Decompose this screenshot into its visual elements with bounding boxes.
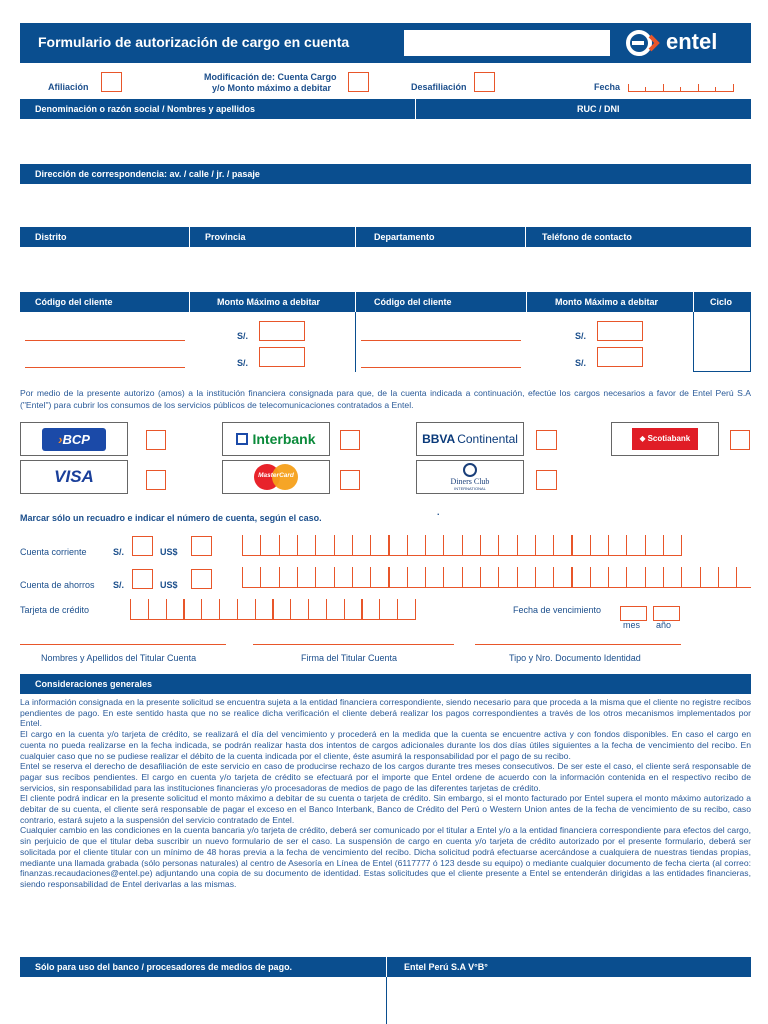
considerations-p1: La información consignada en la presente solicitud se encuentra sujeta a la entidad financiera correspondiente, siendo necesario para que proceda a la misma que el cliente no registre recibos pendientes de pago. En este sentido hasta que no se realice dicha verificación el cliente deberá realizar los pagos correspondientes a través de los otros mecanismos implementados por Entel.	[20, 697, 751, 729]
mastercard-checkbox[interactable]	[340, 470, 360, 490]
firma-titular-label: Firma del Titular Cuenta	[301, 653, 398, 663]
footer-bar	[20, 957, 751, 977]
bank-diners	[416, 460, 524, 494]
bcp-logo-icon: ›	[58, 431, 63, 447]
header-input-box[interactable]	[404, 30, 610, 56]
nombres-titular-label: Nombres y Apellidos del Titular Cuenta	[41, 653, 197, 663]
modificacion-checkbox[interactable]	[348, 72, 369, 92]
address-header-bar	[20, 164, 751, 184]
scotiabank-checkbox[interactable]	[730, 430, 750, 450]
ruc-input-area[interactable]	[416, 119, 751, 163]
monto-maximo-header-1: Monto Máximo a debitar	[190, 292, 356, 312]
soles-label-2a: S/.	[575, 331, 587, 341]
diners-logo-subtext: INTERNATIONAL	[454, 486, 486, 491]
desafiliacion-checkbox[interactable]	[474, 72, 495, 92]
cc-dolares-checkbox[interactable]	[191, 536, 212, 556]
scotiabank-logo-text: Scotiabank	[647, 434, 691, 443]
visa-logo-text: VISA	[54, 467, 94, 486]
afiliacion-checkbox[interactable]	[101, 72, 122, 92]
codigo-cliente-input-2b[interactable]	[361, 367, 521, 368]
location-header-bar	[20, 227, 751, 247]
codigo-cliente-input-1b[interactable]	[25, 367, 185, 368]
afiliacion-label: Afiliación	[48, 82, 89, 92]
bcp-logo-text: BCP	[62, 431, 90, 447]
anio-label: año	[656, 620, 672, 630]
entel-vb-label: Entel Perú S.A V°B°	[404, 962, 488, 972]
ca-dolares-checkbox[interactable]	[191, 569, 212, 589]
cc-soles-checkbox[interactable]	[132, 536, 153, 556]
documento-titular-line[interactable]	[475, 644, 681, 645]
ciclo-header: Ciclo	[710, 297, 733, 307]
provincia-header: Provincia	[190, 227, 356, 247]
ca-dolares-label: US$	[160, 580, 178, 590]
monto-input-1b[interactable]	[259, 347, 305, 367]
mastercard-logo-text: MasterCard	[258, 472, 294, 479]
name-input-area[interactable]	[20, 119, 416, 163]
monto-input-2a[interactable]	[597, 321, 643, 341]
departamento-header: Departamento	[356, 227, 526, 247]
codigo-cliente-header-2: Código del cliente	[356, 292, 527, 312]
soles-label-2b: S/.	[575, 358, 587, 368]
considerations-p4: El cliente podrá indicar en la presente solicitud el monto máximo a debitar de su cuenta o tarjeta de crédito. Sin embargo, si el monto facturado por Entel supera el monto máximo autorizado a debitar de su cuenta, el cliente será responsable de pagar el exceso en el Banco Interbank, Banco de Crédito del Perú o Western Union antes de la fecha de vencimiento de su recibo, caso contrario, estará sujeto a la suspensión del servicio contratado de Entel.	[20, 793, 751, 825]
bbva-checkbox[interactable]	[536, 430, 557, 450]
address-header: Dirección de correspondencia: av. / calle / jr. / pasaje	[35, 169, 260, 179]
considerations-p3: Entel se reserva el derecho de desafiliación de este servicio en caso de producirse rechazo de los cargos durante tres meses consecutivos. De ser este el caso, el cliente será responsable de pagar sus recibos pendientes. El cargo en cuenta y/o tarjeta de crédito se efectuará por el importe que Entel ordene de acuerdo con la información contenida en el respectivo recibo de servicios, sin responsabilidad para las instituciones financieras y/o procesadoras de medios de pago de las diferentes tarjetas de crédito.	[20, 761, 751, 793]
vencimiento-mes-input[interactable]	[620, 606, 647, 621]
ruc-column-header: RUC / DNI	[577, 104, 620, 114]
monto-input-2b[interactable]	[597, 347, 643, 367]
ca-soles-checkbox[interactable]	[132, 569, 153, 589]
monto-maximo-header-2: Monto Máximo a debitar	[527, 292, 694, 312]
header-bar	[20, 23, 751, 63]
codigo-cliente-input-2a[interactable]	[361, 340, 521, 341]
nombres-titular-line[interactable]	[20, 644, 226, 645]
fecha-vencimiento-label: Fecha de vencimiento	[513, 605, 602, 615]
considerations-p5: Cualquier cambio en las condiciones en la cuenta bancaria y/o tarjeta de crédito, deberá ser comunicado por el titular a Entel y/o a la entidad financiera correspondiente para efectos del cargo, sin perjuicio de que el titular deba suscribir un nuevo formulario de ser el caso. La suspensión de cargo en cuenta y/o tarjeta de crédito autorizado por el presente formulario, deberá ser solicitada por el cliente titular con un mínimo de 48 horas previa a la fecha de vencimiento del recibo. Dicha solicitud podrá efectuarse acercándose a cualquiera de nuestras tiendas propias, mediante una llamada grabada (sólo personas naturales) al centro de Asesoría en Línea de Entel (6117777 ó 123 desde su equipo) o mediante cualquier documento de fecha cierta (al correo: finanzas.recaudaciones@entel.pe) adjuntando una copia de su documento de identidad. Estas solicitudes que el cliente presente a Entel se entenderán dirigidas a las entidades financieras, siendo responsabilidad de Entel derivarlas a las mismas.	[20, 825, 751, 889]
footer-divider	[386, 977, 387, 1024]
location-input-area[interactable]	[20, 247, 751, 291]
soles-label-1b: S/.	[237, 358, 249, 368]
cuenta-ahorros-label: Cuenta de ahorros	[20, 580, 95, 590]
visa-checkbox[interactable]	[146, 470, 166, 490]
considerations-title: Consideraciones generales	[35, 679, 153, 689]
modificacion-label-2: y/o Monto máximo a debitar	[212, 83, 332, 93]
soles-label-1a: S/.	[237, 331, 249, 341]
monto-input-1a[interactable]	[259, 321, 305, 341]
bank-interbank	[222, 422, 330, 456]
entel-logo-icon	[626, 30, 660, 56]
diners-checkbox[interactable]	[536, 470, 557, 490]
form-title: Formulario de autorización de cargo en cuenta	[38, 34, 350, 50]
cc-dolares-label: US$	[160, 547, 178, 557]
ca-soles-label: S/.	[113, 580, 125, 590]
interbank-logo-icon	[236, 433, 248, 445]
considerations-text	[20, 697, 751, 890]
bank-use-label: Sólo para uso del banco / procesadores de medios de pago.	[20, 957, 387, 977]
firma-titular-line[interactable]	[253, 644, 454, 645]
authorization-text: Por medio de la presente autorizo (amos) a la institución financiera consignada para que, de la cuenta indicada a continuación, efectúe los cargos necesarios a favor de Entel Perú S.A ("Entel") para cubrir los consumos de los servicios públicos de telecomunicaciones contratados a Entel.	[20, 388, 751, 410]
interbank-logo-text: Interbank	[252, 431, 316, 447]
mastercard-logo-icon	[254, 464, 298, 490]
diners-logo-text: Diners Club	[450, 477, 490, 486]
interbank-checkbox[interactable]	[340, 430, 360, 450]
bank-bcp	[20, 422, 128, 456]
desafiliacion-label: Desafiliación	[411, 82, 467, 92]
instruction-dot: .	[437, 507, 440, 517]
mes-label: mes	[623, 620, 641, 630]
account-instruction: Marcar sólo un recuadro e indicar el número de cuenta, según el caso.	[20, 513, 322, 523]
cc-soles-label: S/.	[113, 547, 125, 557]
considerations-header-bar	[20, 674, 751, 694]
bbva-logo-text-rest: Continental	[457, 432, 518, 446]
modificacion-label-1: Modificación de: Cuenta Cargo	[204, 72, 337, 82]
codigo-cliente-header-1: Código del cliente	[20, 292, 190, 312]
name-header-bar	[20, 99, 751, 119]
tarjeta-credito-label: Tarjeta de crédito	[20, 605, 90, 615]
diners-logo-icon	[463, 463, 477, 477]
fecha-label: Fecha	[594, 82, 621, 92]
bank-mastercard	[222, 460, 330, 494]
distrito-header: Distrito	[20, 227, 190, 247]
address-input-area[interactable]	[20, 184, 751, 227]
client-header-bar	[20, 292, 751, 312]
bbva-logo-text: BBVA	[422, 432, 456, 446]
bank-bbva	[416, 422, 524, 456]
documento-titular-label: Tipo y Nro. Documento Identidad	[509, 653, 641, 663]
considerations-p2: El cargo en la cuenta y/o tarjeta de crédito, se realizará el día del vencimiento y procederá en la medida que la cuenta se encuentre activa y con fondos disponibles. En caso el cargo en cuenta no pueda realizarse en la fecha indicada, se podrán realizar hasta dos intentos de cargos adicionales durante los dos días útiles siguientes a la fecha de vencimiento del recibo. En cualquier caso que no se pudiese realizar el débito de la cuenta indicada por el cliente, éste asumirá la responsabilidad por el pago de su recibo.	[20, 729, 751, 761]
name-column-header: Denominación o razón social / Nombres y apellidos	[20, 99, 416, 119]
telefono-header: Teléfono de contacto	[542, 232, 632, 242]
bank-visa	[20, 460, 128, 494]
bank-scotiabank	[611, 422, 719, 456]
vencimiento-anio-input[interactable]	[653, 606, 680, 621]
cuenta-corriente-label: Cuenta corriente	[20, 547, 87, 557]
entel-logo-text: entel	[666, 29, 718, 54]
codigo-cliente-input-1a[interactable]	[25, 340, 185, 341]
scotiabank-logo-icon: ⬥	[639, 434, 648, 443]
bcp-checkbox[interactable]	[146, 430, 166, 450]
